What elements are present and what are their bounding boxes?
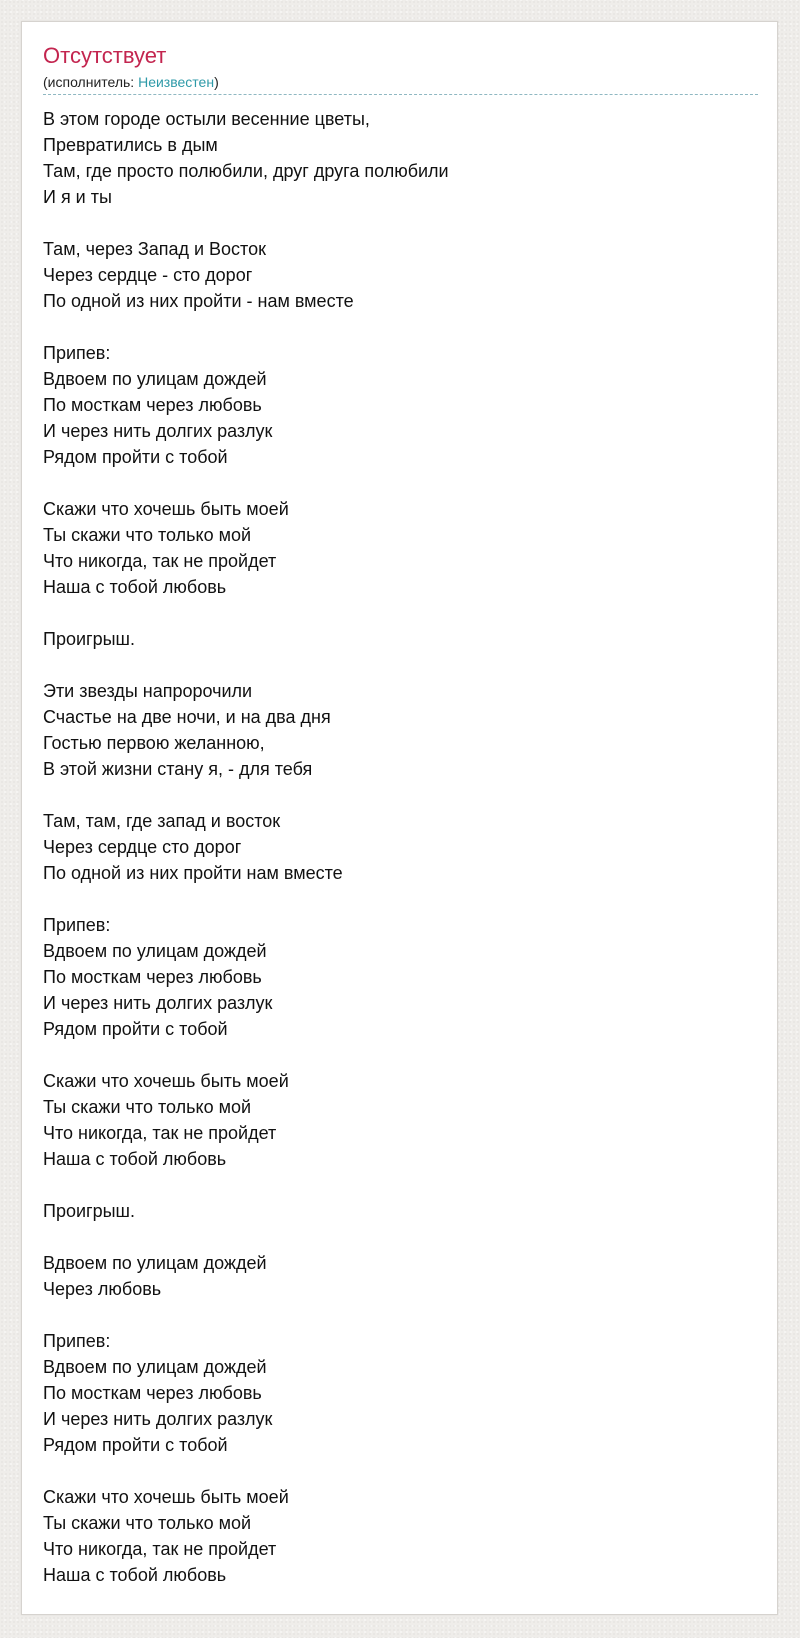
artist-suffix: ): [214, 74, 219, 90]
lyrics-line: Скажи что хочешь быть моей: [43, 499, 289, 519]
lyrics-line: Припев:: [43, 343, 111, 363]
lyrics-line: Через любовь: [43, 1279, 162, 1299]
lyrics-stanza: [43, 1198, 758, 1224]
lyrics-stanza: [43, 1484, 758, 1588]
lyrics-line: В этой жизни стану я, - для тебя: [43, 759, 313, 779]
lyrics-line: Проигрыш.: [43, 629, 135, 649]
lyrics-line: Вдвоем по улицам дождей: [43, 369, 267, 389]
divider: [43, 94, 758, 95]
lyrics-line: Рядом пройти с тобой: [43, 447, 228, 467]
lyrics-line: Вдвоем по улицам дождей: [43, 1357, 267, 1377]
lyrics-line: Превратились в дым: [43, 135, 218, 155]
lyrics-line: Наша с тобой любовь: [43, 577, 227, 597]
lyrics-line: Наша с тобой любовь: [43, 1149, 227, 1169]
lyrics-stanza: [43, 626, 758, 652]
lyrics-text: [43, 106, 758, 1614]
lyrics-card: [21, 21, 778, 1615]
lyrics-line: Что никогда, так не пройдет: [43, 1123, 277, 1143]
lyrics-stanza: [43, 1250, 758, 1302]
lyrics-line: Гостью первою желанною,: [43, 733, 265, 753]
lyrics-line: По одной из них пройти нам вместе: [43, 863, 343, 883]
lyrics-line: Рядом пройти с тобой: [43, 1019, 228, 1039]
lyrics-line: Вдвоем по улицам дождей: [43, 1253, 267, 1273]
lyrics-line: Счастье на две ночи, и на два дня: [43, 707, 331, 727]
artist-line: [43, 74, 219, 90]
lyrics-line: Ты скажи что только мой: [43, 525, 252, 545]
lyrics-line: И через нить долгих разлук: [43, 1409, 273, 1429]
lyrics-stanza: [43, 340, 758, 470]
lyrics-line: Ты скажи что только мой: [43, 1097, 252, 1117]
lyrics-line: Ты скажи что только мой: [43, 1513, 252, 1533]
lyrics-line: Наша с тобой любовь: [43, 1565, 227, 1585]
lyrics-stanza: [43, 106, 758, 210]
lyrics-stanza: [43, 236, 758, 314]
lyrics-line: Через сердце сто дорог: [43, 837, 242, 857]
lyrics-line: По мосткам через любовь: [43, 395, 262, 415]
lyrics-stanza: [43, 1068, 758, 1172]
lyrics-stanza: [43, 912, 758, 1042]
lyrics-stanza: [43, 1328, 758, 1458]
lyrics-line: Через сердце - сто дорог: [43, 265, 253, 285]
lyrics-line: Вдвоем по улицам дождей: [43, 941, 267, 961]
lyrics-stanza: [43, 808, 758, 886]
lyrics-line: Припев:: [43, 915, 111, 935]
lyrics-stanza: [43, 678, 758, 782]
lyrics-line: И через нить долгих разлук: [43, 421, 273, 441]
lyrics-line: Рядом пройти с тобой: [43, 1435, 228, 1455]
lyrics-line: Там, где просто полюбили, друг друга полюбили: [43, 161, 449, 181]
lyrics-line: Эти звезды напророчили: [43, 681, 253, 701]
song-title: Отсутствует: [43, 43, 167, 68]
lyrics-line: Что никогда, так не пройдет: [43, 551, 277, 571]
artist-prefix: (исполнитель:: [43, 74, 139, 90]
lyrics-line: Там, через Запад и Восток: [43, 239, 266, 259]
lyrics-line: По мосткам через любовь: [43, 967, 262, 987]
lyrics-line: Там, там, где запад и восток: [43, 811, 281, 831]
artist-link[interactable]: Неизвестен: [138, 74, 215, 90]
lyrics-line: И через нить долгих разлук: [43, 993, 273, 1013]
lyrics-line: Что никогда, так не пройдет: [43, 1539, 277, 1559]
lyrics-line: Скажи что хочешь быть моей: [43, 1071, 289, 1091]
lyrics-line: В этом городе остыли весенние цветы,: [43, 109, 370, 129]
lyrics-line: Припев:: [43, 1331, 111, 1351]
lyrics-stanza: [43, 496, 758, 600]
lyrics-line: Проигрыш.: [43, 1201, 135, 1221]
lyrics-line: Скажи что хочешь быть моей: [43, 1487, 289, 1507]
lyrics-line: И я и ты: [43, 187, 112, 207]
lyrics-line: По мосткам через любовь: [43, 1383, 262, 1403]
lyrics-line: По одной из них пройти - нам вместе: [43, 291, 354, 311]
